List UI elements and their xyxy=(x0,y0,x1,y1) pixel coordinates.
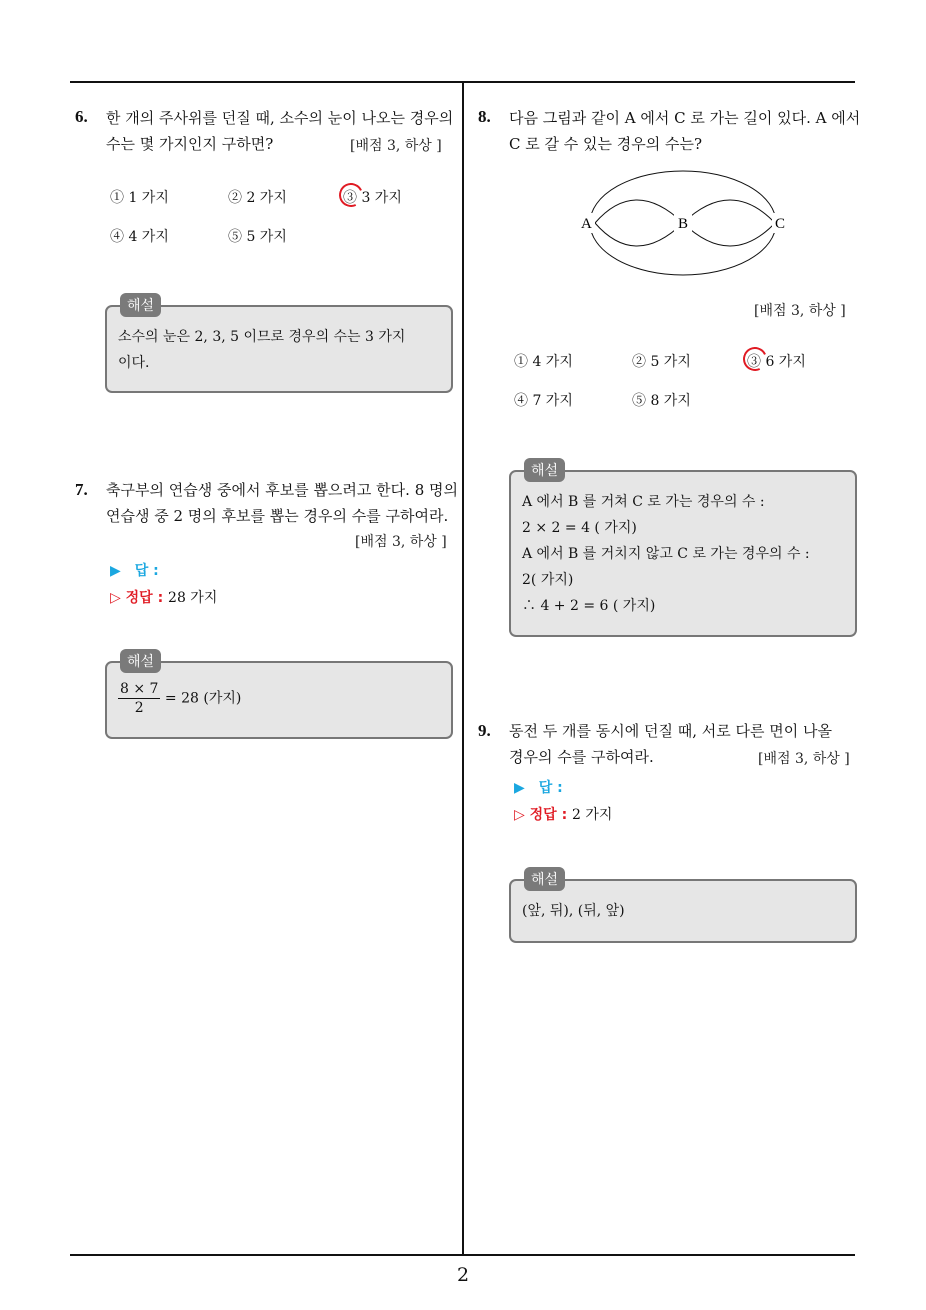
q9-explanation-tag: 해설 xyxy=(524,867,565,891)
question-8-line1: 다음 그림과 같이 A 에서 C 로 가는 길이 있다. A 에서 xyxy=(509,109,861,127)
bc-upper-path xyxy=(683,200,775,223)
question-6-line1: 한 개의 주사위를 던질 때, 소수의 눈이 나오는 경우의 xyxy=(106,109,454,127)
q6-choice-2[interactable]: ② 2 가지 xyxy=(228,190,287,206)
question-9-line1: 동전 두 개를 동시에 던질 때, 서로 다른 면이 나올 xyxy=(509,722,832,740)
q7-correct-label: 정답 : xyxy=(125,590,164,606)
q9-correct-label: 정답 : xyxy=(529,807,568,823)
question-8-number: 8. xyxy=(478,107,491,126)
question-7-meta: [배점 3, 하상 ] xyxy=(355,534,447,550)
ab-upper-path xyxy=(595,200,683,223)
page-number: 2 xyxy=(456,1264,470,1286)
q6-choice-4[interactable]: ④ 4 가지 xyxy=(110,229,169,245)
q8-choice-4[interactable]: ④ 7 가지 xyxy=(514,393,573,409)
label-c: C xyxy=(775,216,786,232)
q7-correct-value: 28 가지 xyxy=(168,590,218,606)
question-6-number: 6. xyxy=(75,107,88,126)
question-8-meta: [배점 3, 하상 ] xyxy=(754,303,846,319)
q7-explanation-tag: 해설 xyxy=(120,649,161,673)
q9-answer-row[interactable] xyxy=(514,777,563,797)
correct-arrow-icon: ▷ xyxy=(514,807,530,823)
q8-explanation-line5: ∴ 4 + 2 = 6 ( 가지) xyxy=(522,598,656,614)
q7-fraction xyxy=(118,680,160,717)
q6-choice-1[interactable]: ① 1 가지 xyxy=(110,190,169,206)
label-a: A xyxy=(581,216,592,232)
question-7-line2: 연습생 중 2 명의 후보를 뽑는 경우의 수를 구하여라. xyxy=(106,507,449,525)
q8-choice-1[interactable]: ① 4 가지 xyxy=(514,354,573,370)
q9-answer-label: 답 : xyxy=(538,780,563,796)
q7-explanation-formula xyxy=(118,680,241,717)
ab-lower-path xyxy=(595,223,683,246)
correct-arrow-icon: ▷ xyxy=(110,590,126,606)
q7-answer-row[interactable] xyxy=(110,560,159,580)
q9-correct-value: 2 가지 xyxy=(572,807,613,823)
q9-explanation-line1: (앞, 뒤), (뒤, 앞) xyxy=(522,903,625,919)
question-9-line2: 경우의 수를 구하여라. xyxy=(509,748,654,766)
q8-choice-3[interactable]: ③ 6 가지 xyxy=(747,354,806,370)
q6-explanation-tag: 해설 xyxy=(120,293,161,317)
q7-correct-row xyxy=(110,587,217,607)
q7-frac-denominator: 2 xyxy=(134,700,144,716)
q6-choice-5[interactable]: ⑤ 5 가지 xyxy=(228,229,287,245)
q8-explanation-line3: A 에서 B 를 거치지 않고 C 로 가는 경우의 수 : xyxy=(522,546,810,562)
question-6-line2: 수는 몇 가지인지 구하면? xyxy=(106,135,274,153)
answer-arrow-icon: ▶ xyxy=(514,780,525,796)
q7-frac-numerator: 8 × 7 xyxy=(120,681,159,697)
q6-choice-3[interactable]: ③ 3 가지 xyxy=(343,190,402,206)
question-7-number: 7. xyxy=(75,480,88,499)
question-7-line1: 축구부의 연습생 중에서 후보를 뽑으려고 한다. 8 명의 xyxy=(106,481,458,499)
q9-correct-row xyxy=(514,804,612,824)
bc-lower-path xyxy=(683,223,775,246)
q6-explanation-line2: 이다. xyxy=(118,355,150,371)
column-divider xyxy=(462,81,464,1256)
q8-explanation-line4: 2( 가지) xyxy=(522,572,574,588)
question-9-meta: [배점 3, 하상 ] xyxy=(758,751,850,767)
question-6-meta: [배점 3, 하상 ] xyxy=(350,138,442,154)
q8-explanation-line1: A 에서 B 를 거쳐 C 로 가는 경우의 수 : xyxy=(522,494,765,510)
q6-explanation-line1: 소수의 눈은 2, 3, 5 이므로 경우의 수는 3 가지 xyxy=(118,329,406,345)
path-diagram xyxy=(575,165,800,280)
q7-frac-result: = 28 (가지) xyxy=(164,690,242,707)
label-b: B xyxy=(678,216,689,232)
q8-choice-5[interactable]: ⑤ 8 가지 xyxy=(632,393,691,409)
question-9-number: 9. xyxy=(478,721,491,740)
q7-answer-label: 답 : xyxy=(134,563,159,579)
q8-explanation-line2: 2 × 2 = 4 ( 가지) xyxy=(522,520,637,536)
q8-choice-2[interactable]: ② 5 가지 xyxy=(632,354,691,370)
answer-arrow-icon: ▶ xyxy=(110,563,121,579)
question-8-line2: C 로 갈 수 있는 경우의 수는? xyxy=(509,135,703,153)
q8-explanation-tag: 해설 xyxy=(524,458,565,482)
bottom-rule xyxy=(70,1254,855,1256)
